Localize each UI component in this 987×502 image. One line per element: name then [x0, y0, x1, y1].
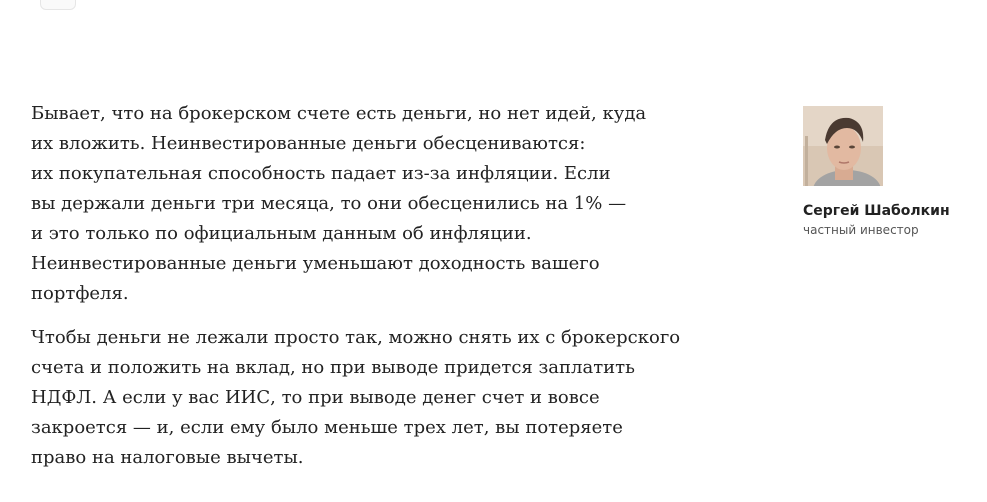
paragraph-line: Чтобы деньги не лежали просто так, можно снять их с брокерского: [31, 327, 681, 348]
top-card-fragment: [40, 0, 76, 10]
paragraph-line: Бывает, что на брокерском счете есть деньги, но нет идей, куда: [31, 103, 647, 124]
paragraph-line: вы держали деньги три месяца, то они обесценились на 1% —: [31, 193, 627, 214]
author-role: частный инвестор: [803, 223, 919, 237]
author-avatar[interactable]: [803, 106, 883, 186]
paragraph-line: их покупательная способность падает из-за инфляции. Если: [31, 163, 611, 184]
paragraph-1: [31, 99, 731, 309]
paragraph-2: [31, 323, 731, 473]
author-name[interactable]: Сергей Шаболкин: [803, 203, 950, 219]
article-body: [31, 99, 731, 487]
paragraph-line: их вложить. Неинвестированные деньги обесцениваются:: [31, 133, 586, 154]
paragraph-line: портфеля.: [31, 283, 129, 304]
author-card[interactable]: [803, 106, 983, 238]
paragraph-line: и это только по официальным данным об инфляции.: [31, 223, 532, 244]
paragraph-line: право на налоговые вычеты.: [31, 447, 304, 468]
paragraph-line: Неинвестированные деньги уменьшают доходность вашего: [31, 253, 600, 274]
paragraph-line: НДФЛ. А если у вас ИИС, то при выводе денег счет и вовсе: [31, 387, 600, 408]
paragraph-line: счета и положить на вклад, но при выводе придется заплатить: [31, 357, 635, 378]
paragraph-line: закроется — и, если ему было меньше трех лет, вы потеряете: [31, 417, 623, 438]
